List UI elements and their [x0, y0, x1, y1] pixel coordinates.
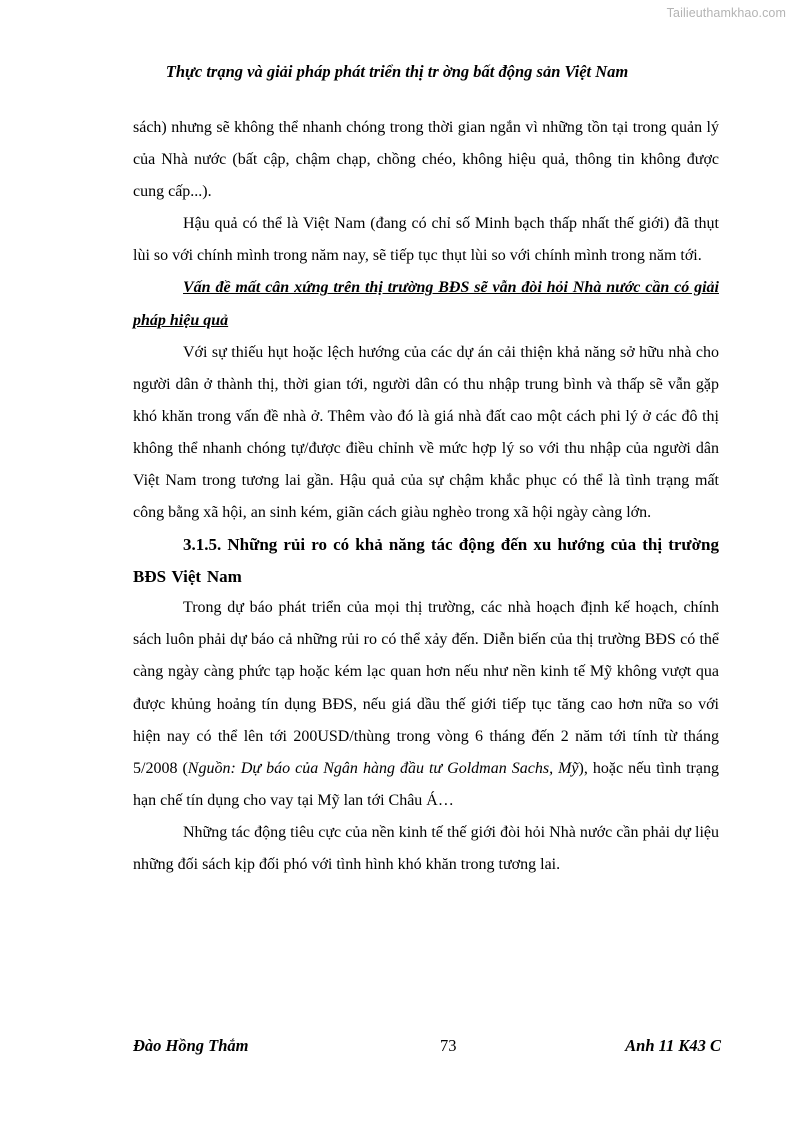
paragraph-housing: Với sự thiếu hụt hoặc lệch hướng của các dự án cải thiện khả năng sở hữu nhà cho người dân ở thành thị, thời gian tới, người dân có thu nhập trung bình và thấp sẽ vẫn gặp khó khăn trong vấn đề nhà ở. Thêm vào đó là giá nhà đất cao một cách phi lý ở các đô thị không thể nhanh chóng tự/được điều chỉnh về mức hợp lý so với thu nhập của người dân Việt Nam trong tương lai gần. Hậu quả của sự chậm khắc phục có thể là tình trạng mất công bằng xã hội, an sinh kém, giãn cách giàu nghèo trong xã hội ngày càng lớn.	[133, 343, 719, 522]
page-body	[133, 112, 719, 881]
paragraph-consequence: Hậu quả có thể là Việt Nam (đang có chỉ số Minh bạch thấp nhất thế giới) đã thụt lùi so với chính mình trong năm nay, sẽ tiếp tục thụt lùi so với chính mình trong năm tới.	[133, 215, 719, 265]
watermark: Tailieuthamkhao.com	[666, 6, 786, 20]
running-header: Thực trạng và giải pháp phát triển thị tr ờng bất động sản Việt Nam	[165, 62, 629, 81]
risks-text-start: Trong dự báo phát triển của mọi thị trường, các nhà hoạch định kế hoạch, chính sách luôn phải dự báo cả những rủi ro có thể xảy đến. Diễn biến của thị trường BĐS có thể càng ngày càng phức tạp hoặc kém lạc quan hơn nếu như nền kinh tế Mỹ không vượt qua được khủng hoảng tín dụng BĐS, nếu giá dầu thế giới tiếp tục tăng cao hơn nữa so với hiện nay có thể lên tới 200USD/thùng trong vòng 6 tháng đến 2 năm tới tính từ tháng 5/2008 (	[133, 599, 719, 777]
paragraph-conclusion: Những tác động tiêu cực của nền kinh tế thế giới đòi hỏi Nhà nước cần phải dự liệu những đối sách kịp đối phó với tình hình khó khăn trong tương lai.	[133, 823, 719, 873]
section-heading-3-1-5: 3.1.5. Những rủi ro có khả năng tác động đến xu hướng của thị trường BĐS Việt Nam	[133, 535, 719, 586]
risks-text-end: ), hoặc nếu tình trạng hạn chế tín dụng cho vay tại Mỹ lan tới Châu Á…	[133, 759, 719, 809]
page-footer	[133, 1036, 721, 1058]
source-citation: Nguồn: Dự báo của Ngân hàng đầu tư Goldman Sachs, Mỹ	[187, 759, 579, 777]
footer-class: Anh 11 K43 C	[625, 1036, 721, 1055]
footer-author: Đào Hồng Thắm	[133, 1036, 249, 1055]
subheading-imbalance: Vấn đề mất cân xứng trên thị trường BĐS sẽ vẫn đòi hỏi Nhà nước cần có giải pháp hiệu quả	[133, 279, 719, 329]
page-number: 73	[440, 1036, 457, 1055]
paragraph-risks	[133, 592, 719, 817]
paragraph-continuation: sách) nhưng sẽ không thể nhanh chóng trong thời gian ngắn vì những tồn tại trong quản lý của Nhà nước (bất cập, chậm chạp, chồng chéo, không hiệu quả, thông tin không được cung cấp...).	[133, 119, 719, 201]
